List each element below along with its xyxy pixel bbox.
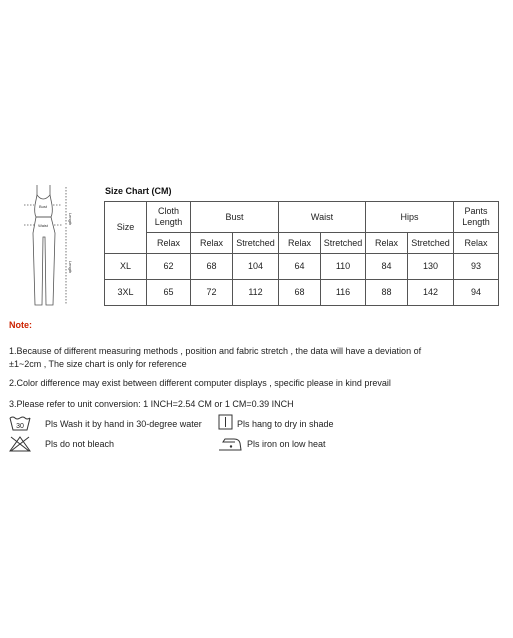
value-cell: 112	[233, 280, 279, 306]
waist-header: Waist	[279, 202, 366, 233]
wash-instruction: Pls Wash it by hand in 30-degree water	[45, 419, 202, 429]
value-cell: 88	[366, 280, 408, 306]
value-cell: 62	[147, 254, 191, 280]
subheader-cell: Stretched	[233, 233, 279, 254]
bleach-instruction: Pls do not bleach	[45, 439, 115, 449]
subheader-cell: Relax	[366, 233, 408, 254]
dry-instruction: Pls hang to dry in shade	[237, 419, 334, 429]
table-row	[105, 254, 499, 280]
hand-wash-30-icon	[9, 414, 31, 432]
note-line-1-cont: ±1~2cm , The size chart is only for reference	[9, 359, 187, 369]
size-chart-title: Size Chart (CM)	[105, 186, 172, 196]
value-cell: 93	[454, 254, 499, 280]
table-header-row	[105, 202, 499, 233]
value-cell: 68	[279, 280, 321, 306]
hang-dry-shade-icon	[218, 414, 233, 430]
subheader-cell: Relax	[279, 233, 321, 254]
note-line-3: 3.Please refer to unit conversion: 1 INCH=2.54 CM or 1 CM=0.39 INCH	[9, 399, 294, 409]
jumpsuit-outline	[22, 183, 84, 308]
table-row	[105, 280, 499, 306]
pants-length-header: Pants Length	[454, 202, 499, 233]
no-bleach-icon	[9, 436, 31, 452]
value-cell: 110	[321, 254, 366, 280]
size-cell: XL	[105, 254, 147, 280]
value-cell: 116	[321, 280, 366, 306]
subheader-cell: Relax	[454, 233, 499, 254]
subheader-cell: Relax	[191, 233, 233, 254]
note-label: Note:	[9, 320, 32, 330]
size-chart-table	[104, 201, 499, 306]
note-line-2: 2.Color difference may exist between different computer displays , specific please in kind prevail	[9, 378, 391, 388]
value-cell: 130	[408, 254, 454, 280]
value-cell: 84	[366, 254, 408, 280]
wash-badge: 30	[16, 423, 24, 430]
subheader-cell: Relax	[147, 233, 191, 254]
subheader-cell: Stretched	[408, 233, 454, 254]
value-cell: 64	[279, 254, 321, 280]
subheader-cell: Stretched	[321, 233, 366, 254]
value-cell: 68	[191, 254, 233, 280]
length-label-upper: Length	[68, 213, 73, 226]
size-header: Size	[105, 202, 147, 254]
note-line-1: 1.Because of different measuring methods , position and fabric stretch , the data will have a deviation of	[9, 346, 422, 356]
bust-header: Bust	[191, 202, 279, 233]
value-cell: 94	[454, 280, 499, 306]
value-cell: 72	[191, 280, 233, 306]
waist-label: Waist	[38, 223, 48, 228]
iron-low-heat-icon	[217, 436, 243, 452]
table-subheader-row	[105, 233, 499, 254]
bust-label: Bust	[38, 204, 48, 209]
size-cell: 3XL	[105, 280, 147, 306]
iron-instruction: Pls iron on low heat	[247, 439, 326, 449]
value-cell: 104	[233, 254, 279, 280]
length-label-lower: Length	[68, 261, 73, 274]
value-cell: 142	[408, 280, 454, 306]
jumpsuit-diagram	[22, 183, 84, 308]
value-cell: 65	[147, 280, 191, 306]
hips-header: Hips	[366, 202, 454, 233]
cloth-length-header: Cloth Length	[147, 202, 191, 233]
